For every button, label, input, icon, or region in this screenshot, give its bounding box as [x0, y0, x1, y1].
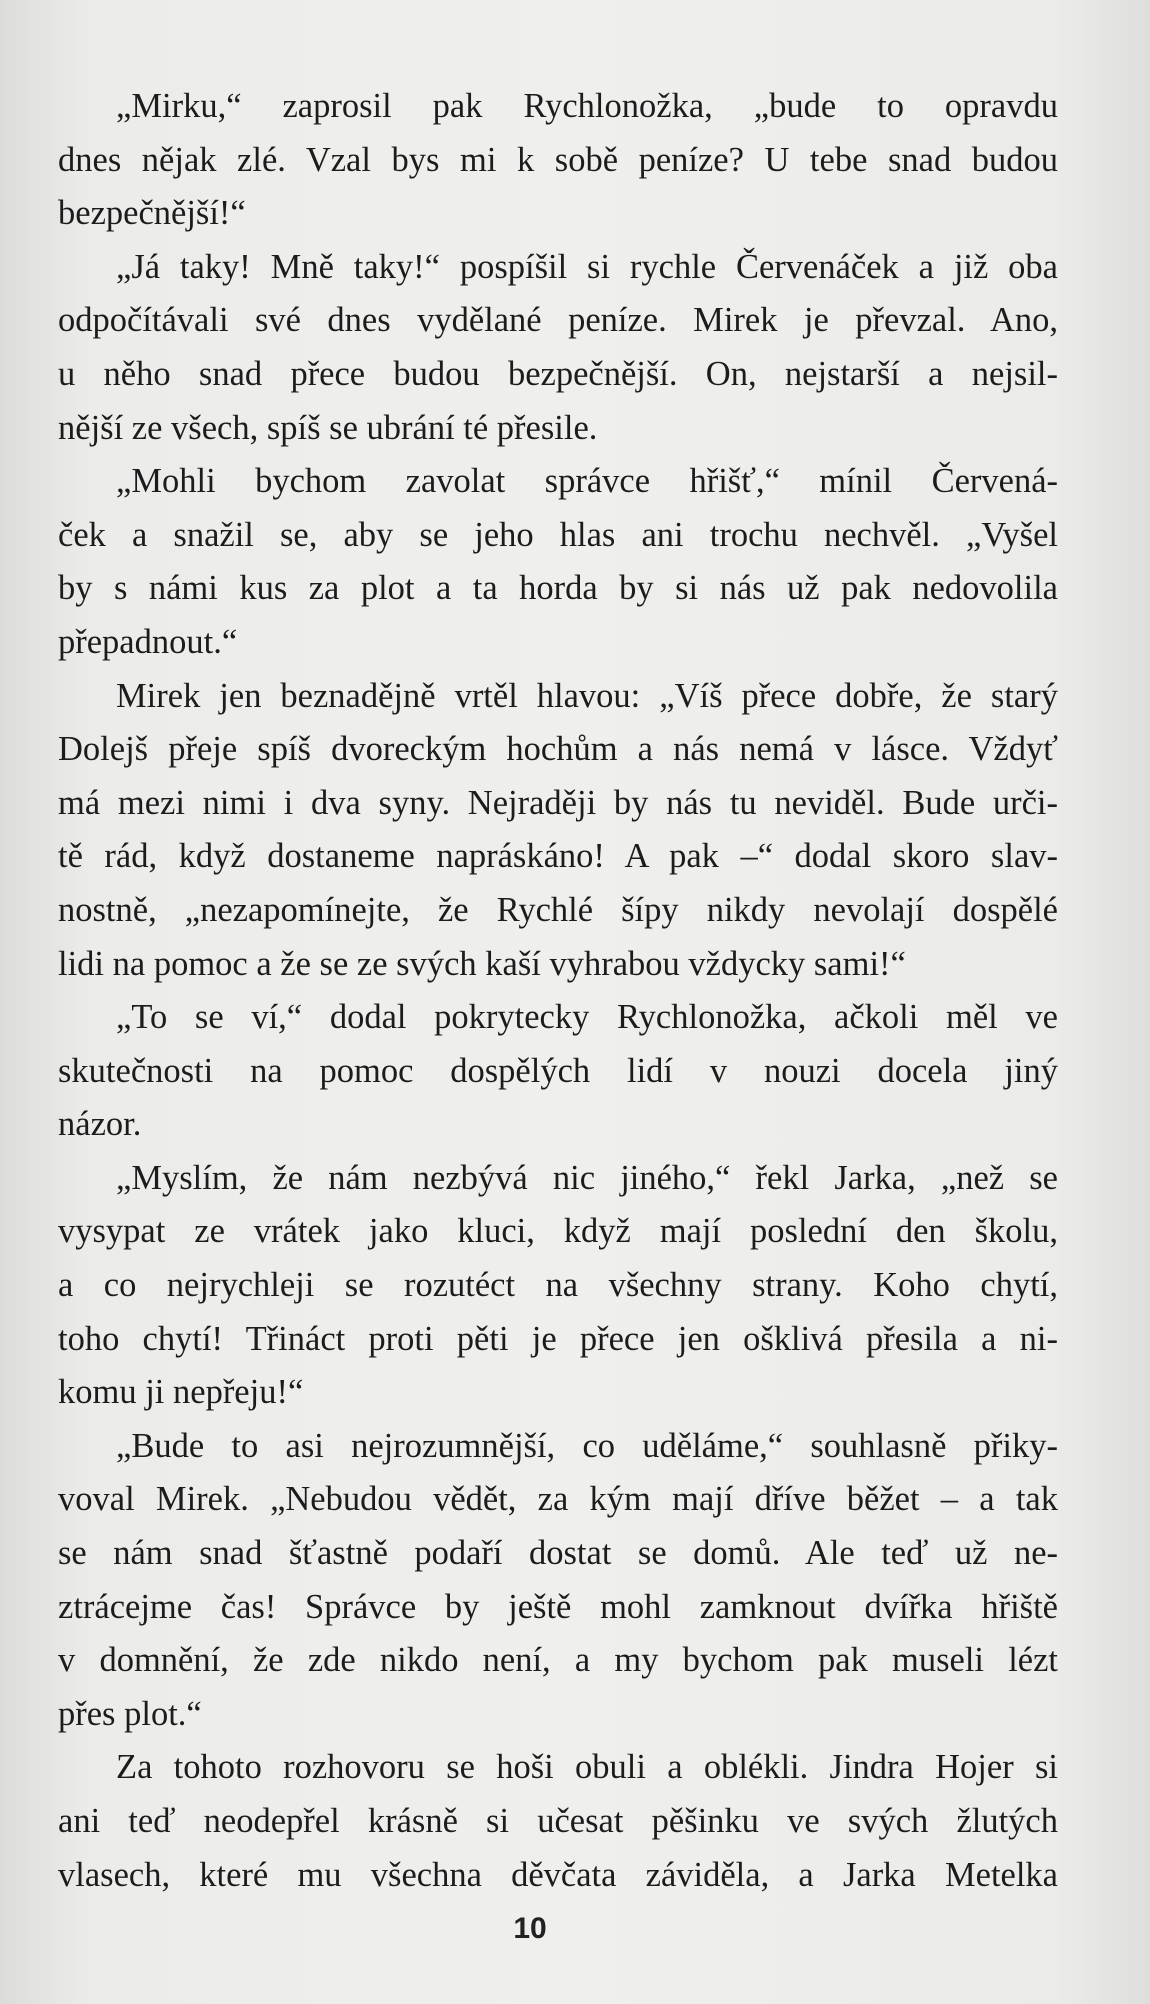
paragraph: [58, 991, 1058, 1152]
text-line: Dolejš přeje spíš dvoreckým hochům a nás nemá v lásce. Vždyť: [58, 730, 1058, 769]
paragraph: [58, 1420, 1058, 1742]
text-line: vysypat ze vrátek jako kluci, když mají poslední den školu,: [58, 1212, 1058, 1251]
text-line: má mezi nimi i dva syny. Nejraději by nás tu neviděl. Bude urči-: [58, 783, 1058, 822]
text-line: ztrácejme čas! Správce by ještě mohl zamknout dvířka hřiště: [58, 1587, 1058, 1626]
page-text: [58, 80, 1058, 1902]
text-line: v domnění, že zde nikdo není, a my bychom pak museli lézt: [58, 1641, 1058, 1680]
text-line: vlasech, které mu všechna děvčata záviděla, a Jarka Metelka: [58, 1855, 1058, 1894]
text-line: by s námi kus za plot a ta horda by si nás už pak nedovolila: [58, 569, 1058, 608]
text-line: ček a snažil se, aby se jeho hlas ani trochu nechvěl. „Vyšel: [58, 515, 1058, 554]
text-line: bezpečnější!“: [58, 194, 246, 233]
text-line: skutečnosti na pomoc dospělých lidí v nouzi docela jiný: [58, 1051, 1058, 1090]
paragraph: [58, 455, 1058, 669]
text-line: Za tohoto rozhovoru se hoši obuli a oblékli. Jindra Hojer si: [116, 1748, 1058, 1787]
paragraph: [58, 1152, 1058, 1420]
text-line: se nám snad šťastně podaří dostat se domů. Ale teď už ne-: [58, 1534, 1058, 1573]
text-line: „Bude to asi nejrozumnější, co uděláme,“ souhlasně přiky-: [116, 1426, 1058, 1465]
text-line: toho chytí! Třináct proti pěti je přece jen ošklivá přesila a ni-: [58, 1319, 1058, 1358]
text-line: nější ze všech, spíš se ubrání té přesile.: [58, 408, 598, 447]
text-line: lidi na pomoc a že se ze svých kaší vyhrabou vždycky sami!“: [58, 944, 906, 983]
text-line: u něho snad přece budou bezpečnější. On, nejstarší a nejsil-: [58, 354, 1058, 393]
text-line: a co nejrychleji se rozutéct na všechny strany. Koho chytí,: [58, 1266, 1058, 1305]
paragraph: [58, 241, 1058, 455]
text-line: „Mohli bychom zavolat správce hřišť,“ mínil Červená-: [116, 462, 1058, 501]
text-line: tě rád, když dostaneme napráskáno! A pak –“ dodal skoro slav-: [58, 837, 1058, 876]
text-line: názor.: [58, 1105, 142, 1144]
text-line: dnes nějak zlé. Vzal bys mi k sobě peníze? U tebe snad budou: [58, 140, 1058, 179]
paragraph: [58, 1741, 1058, 1902]
text-line: „Já taky! Mně taky!“ pospíšil si rychle Červenáček a již oba: [116, 247, 1058, 286]
paragraph: [58, 670, 1058, 992]
text-line: „To se ví,“ dodal pokrytecky Rychlonožka, ačkoli měl ve: [116, 998, 1058, 1037]
text-line: „Mirku,“ zaprosil pak Rychlonožka, „bude to opravdu: [116, 87, 1058, 125]
text-line: ani teď neodepřel krásně si učesat pěšinku ve svých žlutých: [58, 1802, 1058, 1840]
text-line: přes plot.“: [58, 1694, 202, 1733]
text-line: voval Mirek. „Nebudou vědět, za kým mají dříve běžet – a tak: [58, 1480, 1058, 1519]
page-number: 10: [513, 1912, 547, 1945]
text-line: nostně, „nezapomínejte, že Rychlé šípy nikdy nevolají dospělé: [58, 890, 1058, 929]
text-line: přepadnout.“: [58, 622, 238, 661]
paragraph: [58, 80, 1058, 241]
text-line: Mirek jen beznadějně vrtěl hlavou: „Víš přece dobře, že starý: [116, 676, 1058, 715]
text-line: odpočítávali své dnes vydělané peníze. Mirek je převzal. Ano,: [58, 301, 1058, 340]
text-line: komu ji nepřeju!“: [58, 1373, 304, 1412]
text-line: „Myslím, že nám nezbývá nic jiného,“ řekl Jarka, „než se: [116, 1158, 1058, 1197]
